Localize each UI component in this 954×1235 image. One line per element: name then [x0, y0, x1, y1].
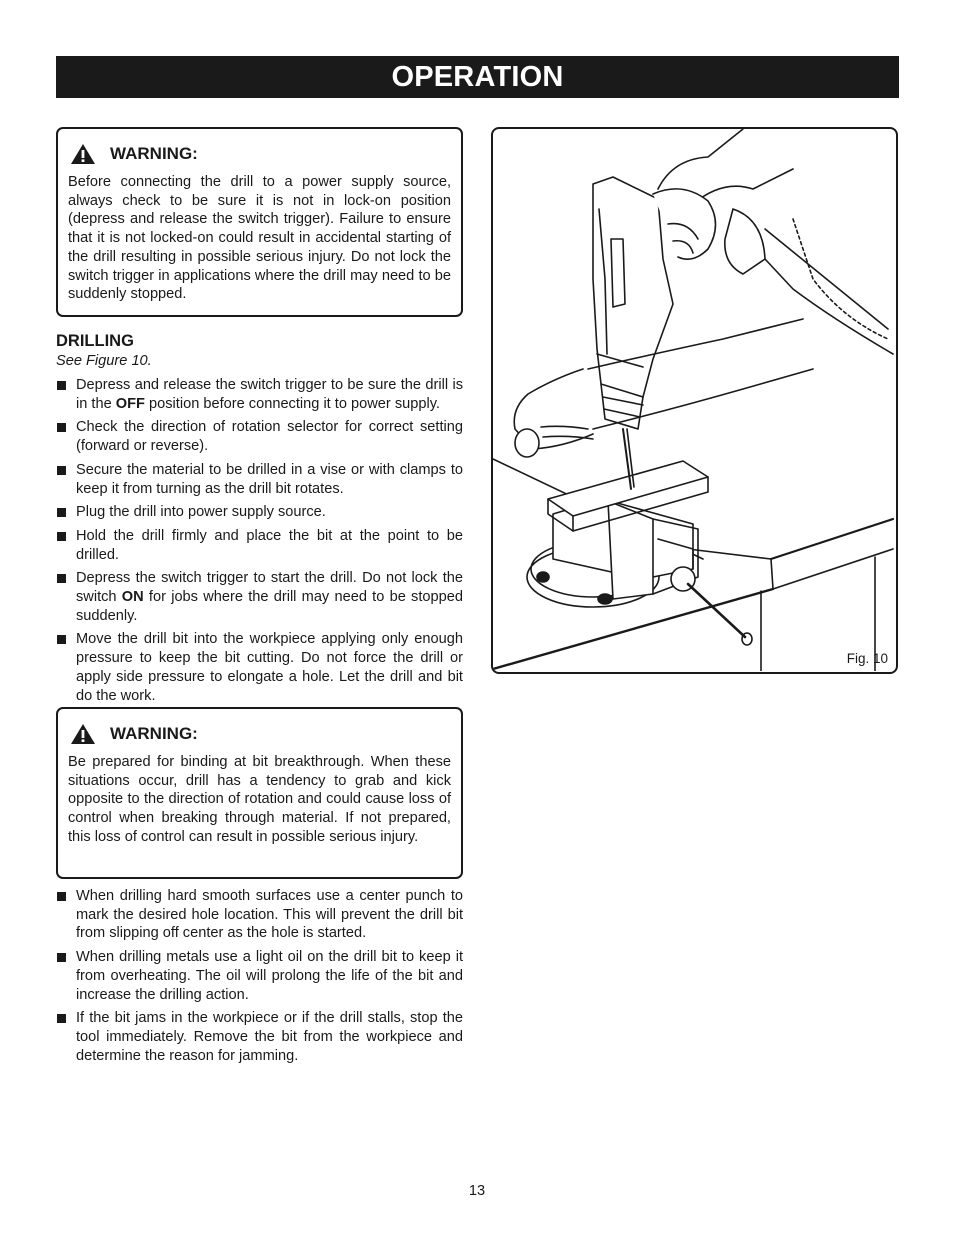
warning-box-binding — [56, 707, 463, 879]
warning-triangle-icon — [70, 723, 96, 745]
figure-label: Fig. 10 — [846, 651, 888, 666]
list-item: Depress and release the switch trigger to be sure the drill is in the OFF position before connecting it to power supply. — [56, 376, 463, 413]
page-number: 13 — [468, 1183, 486, 1199]
list-item: When drilling hard smooth surfaces use a center punch to mark the desired hole location. This will prevent the drill bit from slipping off center as the hole is started. — [56, 887, 463, 943]
warning-triangle-icon — [70, 143, 96, 165]
warning-text: Before connecting the drill to a power supply source, always check to be sure it is not in lock-on position (depress and release the switch trigger). Failure to ensure that it is not locked-on could result in accidental starting of the drill resulting in possible serious injury. Do not lock the switch trigger in applications where the drill may need to be suddenly stopped. — [68, 174, 451, 303]
see-figure-note: See Figure 10. — [56, 353, 152, 369]
figure-10 — [491, 127, 898, 674]
list-item: Move the drill bit into the workpiece applying only enough pressure to keep the bit cutting. Do not force the drill or apply side pressure to elongate a hole. Let the drill and bit do the work. — [56, 630, 463, 705]
list-item: If the bit jams in the workpiece or if the drill stalls, stop the tool immediately. Remove the bit from the workpiece and determine the reason for jamming. — [56, 1009, 463, 1065]
list-item: When drilling metals use a light oil on the drill bit to keep it from overheating. The oil will prolong the life of the bit and increase the drilling action. — [56, 948, 463, 1004]
warning-box-power — [56, 127, 463, 317]
section-header: OPERATION — [56, 56, 899, 98]
warning-header — [68, 141, 451, 167]
warning-text: Be prepared for binding at bit breakthrough. When these situations occur, drill has a tendency to grab and kick opposite to the direction of rotation and could cause loss of control when breaking through material. If not prepared, this loss of control can result in possible serious injury. — [68, 754, 451, 845]
list-item: Hold the drill firmly and place the bit at the point to be drilled. — [56, 527, 463, 564]
list-item: Plug the drill into power supply source. — [56, 503, 463, 522]
drill-vise-illustration — [493, 129, 895, 671]
list-item: Check the direction of rotation selector for correct setting (forward or reverse). — [56, 418, 463, 455]
warning-title: WARNING: — [110, 724, 198, 743]
drilling-steps-list — [56, 376, 463, 710]
drilling-heading: DRILLING — [56, 332, 134, 350]
list-item: Secure the material to be drilled in a vise or with clamps to keep it from turning as the drill bit rotates. — [56, 461, 463, 498]
warning-header — [68, 721, 451, 747]
drilling-tips-list — [56, 887, 463, 1070]
list-item: Depress the switch trigger to start the drill. Do not lock the switch ON for jobs where the drill may need to be stopped suddenly. — [56, 569, 463, 625]
warning-title: WARNING: — [110, 144, 198, 163]
